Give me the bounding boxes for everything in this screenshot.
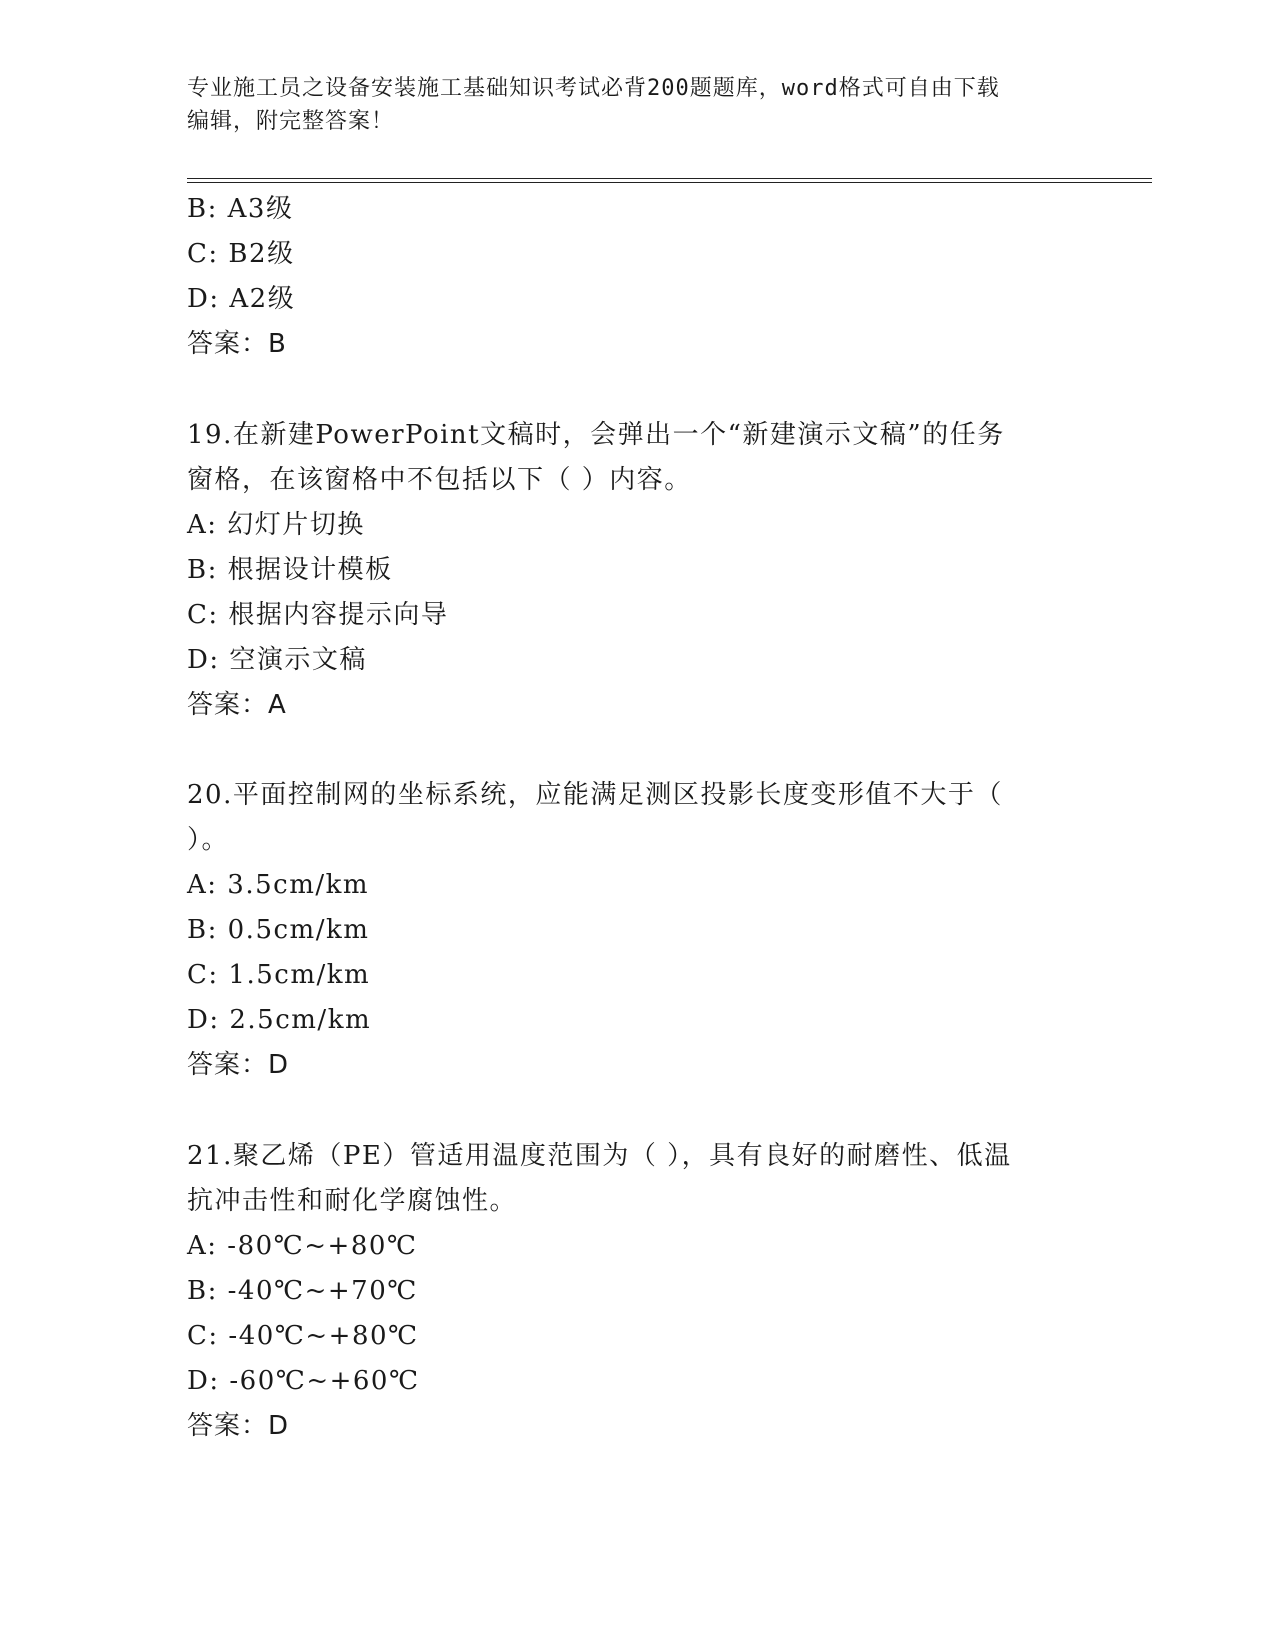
- q20-option-d: D: 2.5cm/km: [187, 1005, 372, 1035]
- document-header: [187, 72, 1087, 138]
- q18-answer: 答案：B: [187, 329, 287, 359]
- q20-option-c: C: 1.5cm/km: [187, 960, 371, 990]
- q19-stem-line-2: 窗格，在该窗格中不包括以下（ ）内容。: [187, 465, 692, 495]
- q21-answer: 答案：D: [187, 1411, 290, 1441]
- q21-option-a: A: -80℃~+80℃: [187, 1231, 418, 1261]
- q21-option-b: B: -40℃~+70℃: [187, 1276, 418, 1306]
- header-line-1: 专业施工员之设备安装施工基础知识考试必背200题题库，word格式可自由下载: [187, 76, 1000, 101]
- q20-stem-line-1: 20.平面控制网的坐标系统，应能满足测区投影长度变形值不大于（: [187, 780, 1003, 810]
- q18-option-d: D: A2级: [187, 284, 296, 314]
- q20-answer: 答案：D: [187, 1050, 290, 1080]
- q19-option-c: C: 根据内容提示向导: [187, 600, 449, 630]
- q21-stem-line-2: 抗冲击性和耐化学腐蚀性。: [187, 1186, 518, 1216]
- header-divider-top: [187, 178, 1152, 179]
- header-divider-bottom: [187, 182, 1152, 183]
- q21-option-c: C: -40℃~+80℃: [187, 1321, 419, 1351]
- q19-stem-line-1: 19.在新建PowerPoint文稿时，会弹出一个“新建演示文稿”的任务: [187, 420, 1005, 450]
- q20-stem-line-2: ）。: [187, 825, 230, 855]
- q18-option-c: C: B2级: [187, 239, 295, 269]
- q19-option-b: B: 根据设计模板: [187, 555, 393, 585]
- q21-option-d: D: -60℃~+60℃: [187, 1366, 420, 1396]
- header-line-2: 编辑，附完整答案！: [187, 109, 395, 134]
- q19-option-a: A: 幻灯片切换: [187, 510, 365, 540]
- q21-stem-line-1: 21.聚乙烯（PE）管适用温度范围为（ ），具有良好的耐磨性、低温: [187, 1141, 1012, 1171]
- q19-answer: 答案：A: [187, 690, 287, 720]
- q19-option-d: D: 空演示文稿: [187, 645, 367, 675]
- q20-option-a: A: 3.5cm/km: [187, 870, 370, 900]
- q20-option-b: B: 0.5cm/km: [187, 915, 370, 945]
- q18-option-b: B: A3级: [187, 194, 294, 224]
